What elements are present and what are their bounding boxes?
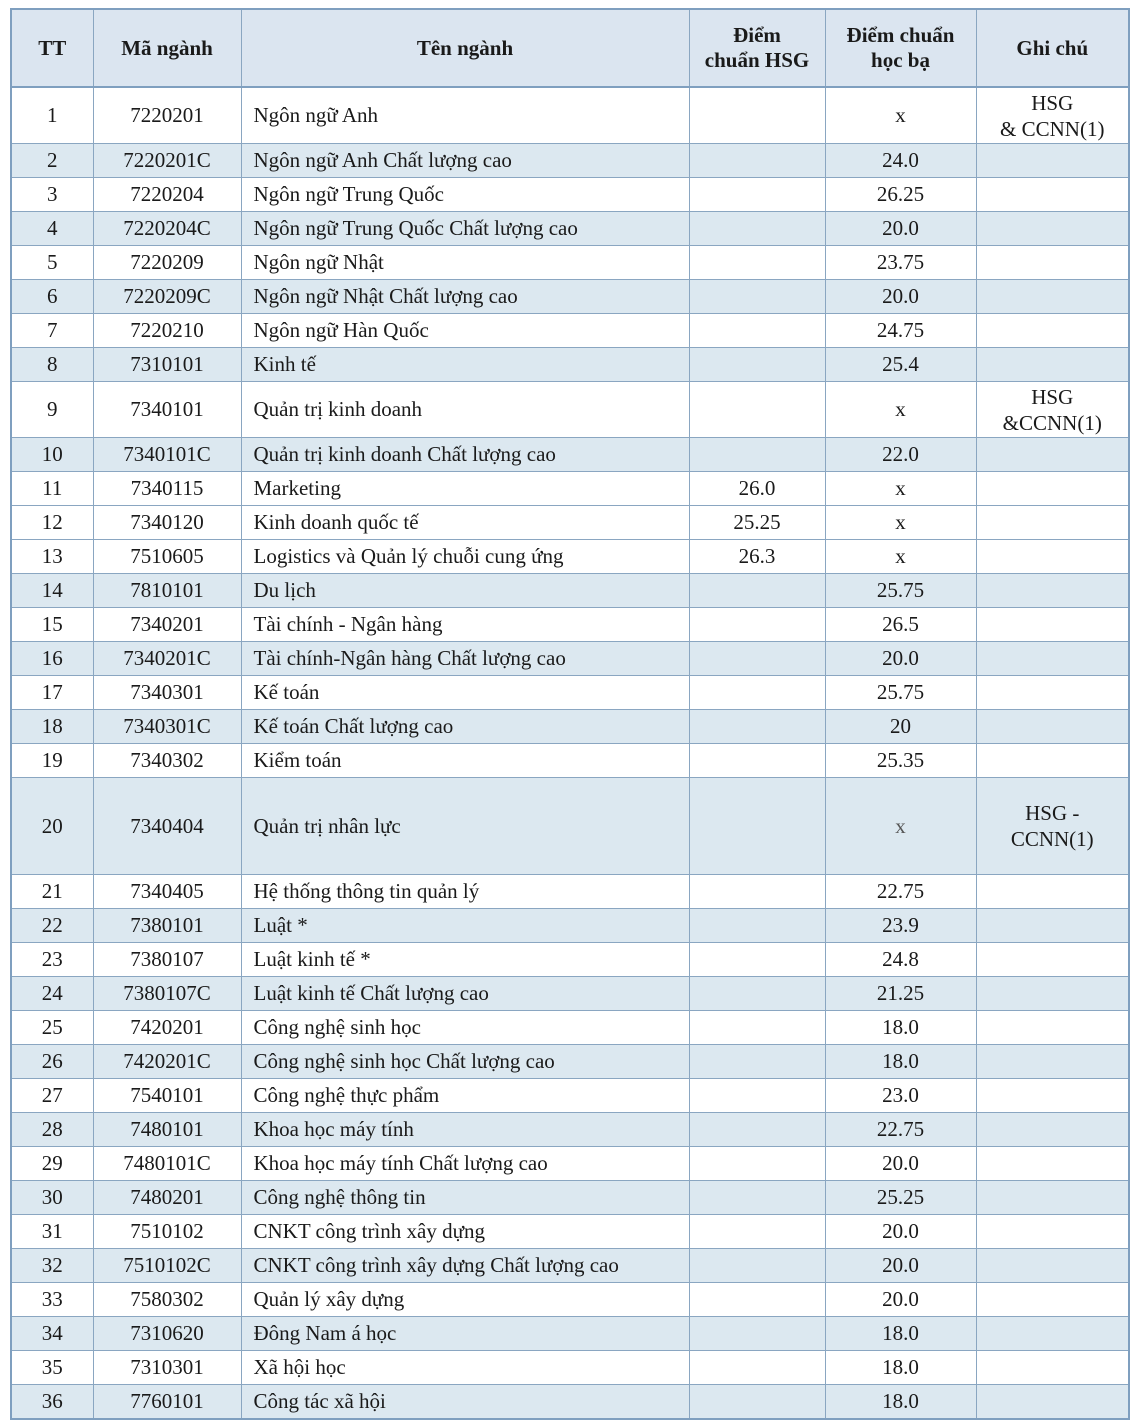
cell-hsg: 25.25 — [689, 506, 825, 540]
cell-name: Quản trị nhân lực — [241, 778, 689, 875]
cell-tt: 4 — [11, 212, 93, 246]
cell-note — [976, 943, 1129, 977]
cell-code: 7340101 — [93, 382, 241, 438]
cell-name: Tài chính - Ngân hàng — [241, 608, 689, 642]
cell-note — [976, 144, 1129, 178]
cell-name: Ngôn ngữ Hàn Quốc — [241, 314, 689, 348]
cell-tt: 16 — [11, 642, 93, 676]
table-row — [11, 246, 1129, 280]
cell-hsg — [689, 710, 825, 744]
table-row — [11, 1215, 1129, 1249]
cell-hocba: 24.8 — [825, 943, 976, 977]
note-line2: & CCNN(1) — [1000, 116, 1105, 141]
cell-code: 7580302 — [93, 1283, 241, 1317]
header-name: Tên ngành — [241, 9, 689, 87]
table-row — [11, 710, 1129, 744]
cell-name: Tài chính-Ngân hàng Chất lượng cao — [241, 642, 689, 676]
cell-tt: 17 — [11, 676, 93, 710]
cell-name: Marketing — [241, 472, 689, 506]
cell-name: Kế toán Chất lượng cao — [241, 710, 689, 744]
table-row — [11, 676, 1129, 710]
cell-hocba: 25.4 — [825, 348, 976, 382]
cell-hsg — [689, 1181, 825, 1215]
cell-hsg — [689, 1011, 825, 1045]
cell-note — [976, 1351, 1129, 1385]
table-row — [11, 212, 1129, 246]
cell-hsg — [689, 1147, 825, 1181]
cell-name: Đông Nam á học — [241, 1317, 689, 1351]
cell-tt: 26 — [11, 1045, 93, 1079]
note-line1: HSG - — [1025, 801, 1080, 825]
cell-hocba: x — [825, 472, 976, 506]
table-row — [11, 1147, 1129, 1181]
header-hocba-line1: Điểm chuẩn — [846, 23, 955, 47]
cell-code: 7480201 — [93, 1181, 241, 1215]
table-row — [11, 1011, 1129, 1045]
cell-name: Du lịch — [241, 574, 689, 608]
cell-tt: 5 — [11, 246, 93, 280]
cell-name: Hệ thống thông tin quản lý — [241, 875, 689, 909]
cell-note — [976, 1181, 1129, 1215]
cell-note — [976, 540, 1129, 574]
cell-name: Quản lý xây dựng — [241, 1283, 689, 1317]
cell-hocba: 25.35 — [825, 744, 976, 778]
cell-hocba: 25.75 — [825, 574, 976, 608]
table-row — [11, 314, 1129, 348]
cell-code: 7480101 — [93, 1113, 241, 1147]
cell-note — [976, 875, 1129, 909]
cell-hsg — [689, 1351, 825, 1385]
header-hocba-line2: học bạ — [871, 48, 930, 72]
table-row — [11, 1351, 1129, 1385]
table-row — [11, 540, 1129, 574]
table-row — [11, 875, 1129, 909]
table-row — [11, 472, 1129, 506]
cell-code: 7220209 — [93, 246, 241, 280]
table-row — [11, 1181, 1129, 1215]
cell-hsg: 26.0 — [689, 472, 825, 506]
cell-hsg — [689, 642, 825, 676]
cell-hsg — [689, 178, 825, 212]
table-row — [11, 348, 1129, 382]
cell-hsg — [689, 676, 825, 710]
header-code: Mã ngành — [93, 9, 241, 87]
cell-tt: 3 — [11, 178, 93, 212]
cell-hsg — [689, 875, 825, 909]
cell-hocba: 26.25 — [825, 178, 976, 212]
cell-note — [976, 314, 1129, 348]
cell-tt: 28 — [11, 1113, 93, 1147]
cell-hocba: x — [825, 778, 976, 875]
cell-note — [976, 574, 1129, 608]
cell-hsg — [689, 87, 825, 144]
cell-hsg — [689, 1385, 825, 1420]
cell-hocba: 18.0 — [825, 1385, 976, 1420]
table-row — [11, 1249, 1129, 1283]
cell-note — [976, 438, 1129, 472]
table-row — [11, 1045, 1129, 1079]
cell-hocba: x — [825, 87, 976, 144]
cell-code: 7310301 — [93, 1351, 241, 1385]
cell-hsg — [689, 778, 825, 875]
table-row — [11, 943, 1129, 977]
cell-tt: 2 — [11, 144, 93, 178]
cell-code: 7380107C — [93, 977, 241, 1011]
cell-name: Kinh tế — [241, 348, 689, 382]
cell-tt: 1 — [11, 87, 93, 144]
cell-hocba: 20.0 — [825, 1147, 976, 1181]
cell-name: Kiểm toán — [241, 744, 689, 778]
note-line2: &CCNN(1) — [1002, 410, 1102, 435]
cell-tt: 33 — [11, 1283, 93, 1317]
cell-note — [976, 1147, 1129, 1181]
cell-hsg — [689, 246, 825, 280]
cell-hsg — [689, 1317, 825, 1351]
cell-code: 7220201 — [93, 87, 241, 144]
cell-note — [976, 472, 1129, 506]
cell-tt: 20 — [11, 778, 93, 875]
cell-code: 7220201C — [93, 144, 241, 178]
cell-code: 7340201 — [93, 608, 241, 642]
cell-tt: 25 — [11, 1011, 93, 1045]
cell-tt: 21 — [11, 875, 93, 909]
cell-note — [976, 676, 1129, 710]
cell-hsg — [689, 574, 825, 608]
cell-code: 7810101 — [93, 574, 241, 608]
cell-name: Ngôn ngữ Trung Quốc Chất lượng cao — [241, 212, 689, 246]
cell-name: CNKT công trình xây dựng Chất lượng cao — [241, 1249, 689, 1283]
cell-name: Kế toán — [241, 676, 689, 710]
cell-note — [976, 348, 1129, 382]
cell-hocba: 24.75 — [825, 314, 976, 348]
cell-tt: 6 — [11, 280, 93, 314]
cell-hsg — [689, 382, 825, 438]
cell-code: 7340201C — [93, 642, 241, 676]
cell-code: 7340120 — [93, 506, 241, 540]
cell-code: 7220204C — [93, 212, 241, 246]
header-hsg — [689, 9, 825, 87]
cell-name: Khoa học máy tính — [241, 1113, 689, 1147]
cell-tt: 31 — [11, 1215, 93, 1249]
cell-tt: 34 — [11, 1317, 93, 1351]
cell-hocba: 23.9 — [825, 909, 976, 943]
table-row — [11, 977, 1129, 1011]
cell-code: 7340404 — [93, 778, 241, 875]
admission-scores-table — [10, 8, 1130, 1420]
table-row — [11, 909, 1129, 943]
cell-name: Khoa học máy tính Chất lượng cao — [241, 1147, 689, 1181]
cell-tt: 7 — [11, 314, 93, 348]
table-row — [11, 438, 1129, 472]
cell-hocba: 22.75 — [825, 875, 976, 909]
table-row — [11, 1113, 1129, 1147]
table-row — [11, 178, 1129, 212]
header-note: Ghi chú — [976, 9, 1129, 87]
cell-hsg — [689, 608, 825, 642]
cell-hsg — [689, 909, 825, 943]
table-row — [11, 1385, 1129, 1420]
cell-code: 7340302 — [93, 744, 241, 778]
cell-hocba: 20 — [825, 710, 976, 744]
cell-tt: 18 — [11, 710, 93, 744]
cell-name: Luật kinh tế Chất lượng cao — [241, 977, 689, 1011]
cell-code: 7340115 — [93, 472, 241, 506]
table-row — [11, 574, 1129, 608]
cell-hocba: 20.0 — [825, 1249, 976, 1283]
table-row — [11, 642, 1129, 676]
cell-hocba: 24.0 — [825, 144, 976, 178]
cell-name: Quản trị kinh doanh Chất lượng cao — [241, 438, 689, 472]
cell-hocba: 26.5 — [825, 608, 976, 642]
cell-tt: 15 — [11, 608, 93, 642]
cell-hsg — [689, 1079, 825, 1113]
cell-name: Ngôn ngữ Anh — [241, 87, 689, 144]
cell-name: Công nghệ thực phẩm — [241, 1079, 689, 1113]
cell-name: Kinh doanh quốc tế — [241, 506, 689, 540]
cell-hocba: 22.0 — [825, 438, 976, 472]
cell-hsg — [689, 1045, 825, 1079]
cell-name: Ngôn ngữ Nhật Chất lượng cao — [241, 280, 689, 314]
cell-name: Logistics và Quản lý chuỗi cung ứng — [241, 540, 689, 574]
cell-note — [976, 778, 1129, 875]
cell-hocba: x — [825, 506, 976, 540]
cell-hocba: 20.0 — [825, 642, 976, 676]
cell-tt: 8 — [11, 348, 93, 382]
cell-code: 7420201C — [93, 1045, 241, 1079]
header-row — [11, 9, 1129, 87]
cell-hocba: 18.0 — [825, 1045, 976, 1079]
cell-name: Xã hội học — [241, 1351, 689, 1385]
cell-note — [976, 87, 1129, 144]
cell-note — [976, 909, 1129, 943]
note-line1: HSG — [1031, 384, 1074, 409]
cell-code: 7760101 — [93, 1385, 241, 1420]
cell-code: 7380101 — [93, 909, 241, 943]
cell-hsg — [689, 744, 825, 778]
header-hocba — [825, 9, 976, 87]
cell-name: Luật kinh tế * — [241, 943, 689, 977]
cell-hocba: 23.75 — [825, 246, 976, 280]
table-row — [11, 1079, 1129, 1113]
cell-tt: 30 — [11, 1181, 93, 1215]
cell-note — [976, 1385, 1129, 1420]
cell-hocba: 20.0 — [825, 212, 976, 246]
cell-note — [976, 1079, 1129, 1113]
cell-hocba: 25.75 — [825, 676, 976, 710]
table-row — [11, 506, 1129, 540]
cell-name: Ngôn ngữ Trung Quốc — [241, 178, 689, 212]
cell-hsg — [689, 1113, 825, 1147]
cell-code: 7510605 — [93, 540, 241, 574]
table-header — [11, 9, 1129, 87]
cell-hsg — [689, 144, 825, 178]
table-row — [11, 87, 1129, 144]
cell-tt: 10 — [11, 438, 93, 472]
cell-hsg — [689, 943, 825, 977]
cell-note — [976, 1249, 1129, 1283]
cell-code: 7340301 — [93, 676, 241, 710]
cell-tt: 14 — [11, 574, 93, 608]
cell-hsg — [689, 1283, 825, 1317]
cell-hsg — [689, 348, 825, 382]
table-row — [11, 144, 1129, 178]
cell-hocba: 23.0 — [825, 1079, 976, 1113]
cell-hocba: 18.0 — [825, 1351, 976, 1385]
cell-name: CNKT công trình xây dựng — [241, 1215, 689, 1249]
cell-code: 7310620 — [93, 1317, 241, 1351]
cell-note — [976, 1113, 1129, 1147]
table-row — [11, 744, 1129, 778]
cell-hocba: x — [825, 382, 976, 438]
cell-note — [976, 246, 1129, 280]
cell-name: Công nghệ sinh học — [241, 1011, 689, 1045]
cell-hocba: 21.25 — [825, 977, 976, 1011]
cell-hocba: 25.25 — [825, 1181, 976, 1215]
cell-tt: 19 — [11, 744, 93, 778]
cell-hsg — [689, 280, 825, 314]
cell-hsg — [689, 977, 825, 1011]
note-line2: CCNN(1) — [1010, 827, 1094, 851]
cell-code: 7510102 — [93, 1215, 241, 1249]
cell-hsg — [689, 1249, 825, 1283]
table-body — [11, 87, 1129, 1419]
cell-note — [976, 506, 1129, 540]
cell-hsg: 26.3 — [689, 540, 825, 574]
cell-hocba: 20.0 — [825, 280, 976, 314]
cell-code: 7540101 — [93, 1079, 241, 1113]
cell-tt: 35 — [11, 1351, 93, 1385]
cell-tt: 11 — [11, 472, 93, 506]
cell-tt: 36 — [11, 1385, 93, 1420]
cell-note — [976, 642, 1129, 676]
cell-hocba: 20.0 — [825, 1215, 976, 1249]
cell-name: Luật * — [241, 909, 689, 943]
cell-note — [976, 1215, 1129, 1249]
cell-note — [976, 977, 1129, 1011]
table-row — [11, 1283, 1129, 1317]
cell-code: 7220209C — [93, 280, 241, 314]
cell-code: 7340301C — [93, 710, 241, 744]
cell-hsg — [689, 438, 825, 472]
table-row — [11, 778, 1129, 875]
cell-name: Ngôn ngữ Anh Chất lượng cao — [241, 144, 689, 178]
admission-table-container — [10, 8, 1130, 1420]
cell-hsg — [689, 1215, 825, 1249]
cell-tt: 29 — [11, 1147, 93, 1181]
cell-code: 7420201 — [93, 1011, 241, 1045]
header-tt: TT — [11, 9, 93, 87]
cell-note — [976, 1011, 1129, 1045]
cell-note — [976, 1045, 1129, 1079]
cell-note — [976, 1317, 1129, 1351]
cell-note — [976, 710, 1129, 744]
cell-tt: 24 — [11, 977, 93, 1011]
cell-tt: 23 — [11, 943, 93, 977]
cell-code: 7220210 — [93, 314, 241, 348]
cell-hocba: 18.0 — [825, 1011, 976, 1045]
cell-code: 7310101 — [93, 348, 241, 382]
cell-code: 7340405 — [93, 875, 241, 909]
table-row — [11, 280, 1129, 314]
cell-hocba: 18.0 — [825, 1317, 976, 1351]
cell-code: 7510102C — [93, 1249, 241, 1283]
cell-note — [976, 744, 1129, 778]
cell-hocba: 22.75 — [825, 1113, 976, 1147]
cell-tt: 13 — [11, 540, 93, 574]
cell-name: Ngôn ngữ Nhật — [241, 246, 689, 280]
cell-tt: 22 — [11, 909, 93, 943]
cell-tt: 27 — [11, 1079, 93, 1113]
cell-hsg — [689, 212, 825, 246]
cell-hsg — [689, 314, 825, 348]
header-hsg-line2: chuẩn HSG — [704, 48, 810, 72]
table-row — [11, 382, 1129, 438]
cell-tt: 12 — [11, 506, 93, 540]
cell-note — [976, 280, 1129, 314]
cell-note — [976, 212, 1129, 246]
note-line1: HSG — [1031, 90, 1074, 115]
cell-note — [976, 382, 1129, 438]
cell-name: Công nghệ thông tin — [241, 1181, 689, 1215]
cell-note — [976, 1283, 1129, 1317]
cell-code: 7480101C — [93, 1147, 241, 1181]
cell-name: Công tác xã hội — [241, 1385, 689, 1420]
cell-tt: 32 — [11, 1249, 93, 1283]
cell-code: 7340101C — [93, 438, 241, 472]
header-hsg-line1: Điểm — [733, 23, 781, 47]
cell-hocba: x — [825, 540, 976, 574]
cell-name: Quản trị kinh doanh — [241, 382, 689, 438]
table-row — [11, 1317, 1129, 1351]
cell-note — [976, 608, 1129, 642]
cell-note — [976, 178, 1129, 212]
cell-hocba: 20.0 — [825, 1283, 976, 1317]
cell-name: Công nghệ sinh học Chất lượng cao — [241, 1045, 689, 1079]
cell-tt: 9 — [11, 382, 93, 438]
cell-code: 7380107 — [93, 943, 241, 977]
table-row — [11, 608, 1129, 642]
cell-code: 7220204 — [93, 178, 241, 212]
